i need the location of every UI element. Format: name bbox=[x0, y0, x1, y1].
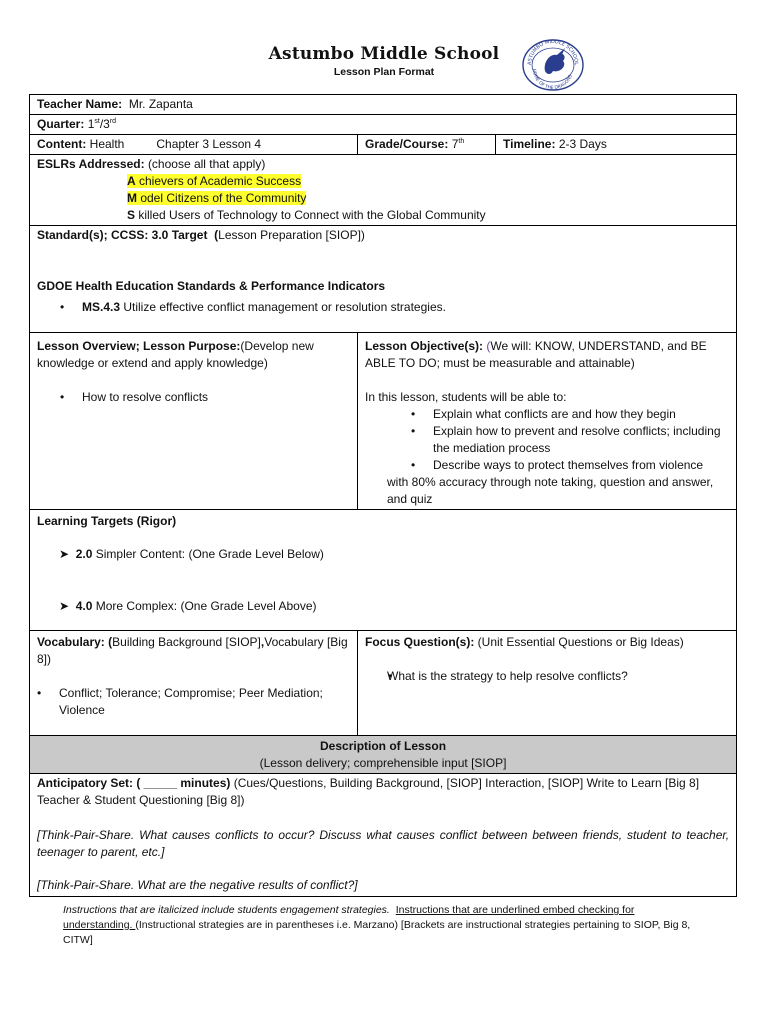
eslrs-note: (choose all that apply) bbox=[147, 157, 266, 171]
footer-note bbox=[63, 903, 703, 948]
standards-row bbox=[30, 226, 737, 333]
eslr-item bbox=[37, 173, 729, 190]
seal-text-top: ASTUMBO MIDDLE SCHOOL bbox=[526, 39, 580, 66]
anticipatory-label: Anticipatory Set: ( _____ minutes) bbox=[37, 776, 231, 790]
arrow-bullet-icon: ➤ bbox=[59, 547, 70, 561]
learning-targets-row bbox=[30, 510, 737, 631]
footer-rest: (Instructional strategies are in parentheses i.e. Marzano) [Brackets are instructional strategies pertaining to SIOP, Big 8, CITW] bbox=[63, 919, 691, 946]
footer-italic: Instructions that are italicized include students engagement strategies. bbox=[63, 904, 390, 916]
quarter-value-1: 1 bbox=[87, 117, 95, 131]
focus-bullet: • What is the strategy to help resolve conflicts? bbox=[365, 668, 729, 685]
target-level: 2.0 bbox=[75, 547, 93, 561]
bullet-icon: • bbox=[37, 686, 42, 700]
content-value: Health bbox=[89, 137, 125, 151]
objective-note: We will: KNOW, UNDERSTAND, and BE ABLE TO DO; must be measurable and attainable) bbox=[365, 339, 707, 370]
content-label: Content: bbox=[37, 137, 87, 151]
document-subtitle: Lesson Plan Format bbox=[333, 66, 435, 78]
indicator-text: Utilize effective conflict management or resolution strategies. bbox=[120, 300, 446, 314]
eslr-item bbox=[37, 190, 729, 207]
teacher-name: Mr. Zapanta bbox=[128, 97, 193, 111]
quarter-suffix-1: st bbox=[94, 118, 100, 125]
teacher-label: Teacher Name: bbox=[37, 97, 123, 111]
overview-note: (Develop new knowledge or extend and apply knowledge) bbox=[37, 339, 314, 370]
eslrs-label: ESLRs Addressed: bbox=[37, 157, 145, 171]
timeline-value: 2-3 Days bbox=[558, 137, 607, 151]
gdoe-heading: GDOE Health Education Standards & Performance Indicators bbox=[37, 279, 386, 293]
vocabulary-comma: , bbox=[260, 635, 265, 649]
eslr-letter: A bbox=[127, 174, 136, 188]
quarter-label: Quarter: bbox=[37, 117, 85, 131]
objective-intro: In this lesson, students will be able to: bbox=[365, 390, 567, 404]
vocabulary-note-end: Vocabulary [Big 8]) bbox=[37, 635, 348, 666]
school-seal-icon bbox=[521, 39, 585, 91]
anticipatory-set-row bbox=[30, 774, 737, 897]
footer-underlined: Instructions that are underlined embed checking for understanding. bbox=[63, 904, 635, 931]
target-item bbox=[37, 598, 729, 615]
description-subtitle: (Lesson delivery; comprehensible input [SIOP] bbox=[259, 756, 507, 770]
objective-paren: ( bbox=[486, 339, 491, 353]
grade-label: Grade/Course: bbox=[365, 137, 449, 151]
quarter-value-2: /3 bbox=[99, 117, 110, 131]
vocabulary-terms: Conflict; Tolerance; Compromise; Peer Mediation; Violence bbox=[59, 686, 323, 717]
eslrs-row bbox=[30, 155, 737, 226]
description-row bbox=[30, 736, 737, 774]
teacher-row bbox=[30, 95, 737, 115]
learning-targets-label: Learning Targets (Rigor) bbox=[37, 514, 177, 528]
chapter-value: Chapter 3 Lesson 4 bbox=[156, 137, 262, 151]
school-name: Astumbo Middle School bbox=[268, 44, 500, 64]
standards-label: Standard(s); CCSS: 3.0 Target bbox=[37, 228, 208, 242]
description-title: Description of Lesson bbox=[320, 739, 447, 753]
eslr-letter: M bbox=[127, 191, 137, 205]
document-header bbox=[0, 44, 768, 78]
focus-label: Focus Question(s): bbox=[365, 635, 475, 649]
anticipatory-note: (Cues/Questions, Building Background, [SIOP] Interaction, [SIOP] Write to Learn [Big 8] Teacher & Student Questioning [Big 8]) bbox=[37, 776, 700, 807]
overview-bullet: • How to resolve conflicts bbox=[37, 389, 350, 406]
quarter-suffix-2: rd bbox=[109, 118, 117, 125]
eslr-text: killed Users of Technology to Connect with the Global Community bbox=[135, 208, 486, 222]
target-item bbox=[37, 546, 729, 563]
objective-label: Lesson Objective(s): bbox=[365, 339, 484, 353]
content-row bbox=[30, 135, 737, 155]
vocabulary-note: Building Background [SIOP] bbox=[112, 635, 261, 649]
timeline-label: Timeline: bbox=[503, 137, 556, 151]
target-level: 4.0 bbox=[75, 599, 93, 613]
eslr-item bbox=[37, 207, 729, 224]
overview-label: Lesson Overview; Lesson Purpose: bbox=[37, 339, 241, 353]
objective-item: • Describe ways to protect themselves from violence bbox=[365, 457, 729, 474]
lesson-plan-table bbox=[29, 94, 737, 897]
vocabulary-bullet bbox=[37, 685, 350, 719]
indicator-code: MS.4.3 bbox=[82, 300, 121, 314]
vocabulary-focus-row bbox=[30, 631, 737, 736]
standards-note-open: ( bbox=[214, 228, 219, 242]
vocabulary-label: Vocabulary: ( bbox=[37, 635, 113, 649]
eslr-text: chievers of Academic Success bbox=[135, 174, 302, 188]
grade-value: 7 bbox=[451, 137, 459, 151]
eslr-text: odel Citizens of the Community bbox=[137, 191, 307, 205]
indicator-item bbox=[37, 299, 729, 316]
target-text: Simpler Content: (One Grade Level Below) bbox=[92, 547, 324, 561]
objective-item: • Explain what conflicts are and how they begin bbox=[365, 406, 729, 423]
focus-note: (Unit Essential Questions or Big Ideas) bbox=[474, 635, 684, 649]
seal-text-bottom: HOME OF THE DRAGONS bbox=[530, 68, 574, 91]
standards-note: Lesson Preparation [SIOP]) bbox=[218, 228, 365, 242]
grade-suffix: th bbox=[458, 138, 465, 145]
eslr-letter: S bbox=[127, 208, 136, 222]
arrow-bullet-icon: ➤ bbox=[59, 599, 70, 613]
quarter-row bbox=[30, 115, 737, 135]
anticipatory-prompt-1: [Think-Pair-Share. What causes conflicts to occur? Discuss what causes conflict between between friends, student to teacher, teenager to parent, etc.] bbox=[37, 828, 730, 859]
target-text: More Complex: (One Grade Level Above) bbox=[92, 599, 317, 613]
anticipatory-prompt-2: [Think-Pair-Share. What are the negative results of conflict?] bbox=[37, 878, 358, 892]
objective-item: • Explain how to prevent and resolve conflicts; including the mediation process bbox=[365, 423, 729, 457]
overview-objective-row bbox=[30, 333, 737, 510]
objective-closing: with 80% accuracy through note taking, question and answer, and quiz bbox=[387, 475, 714, 506]
